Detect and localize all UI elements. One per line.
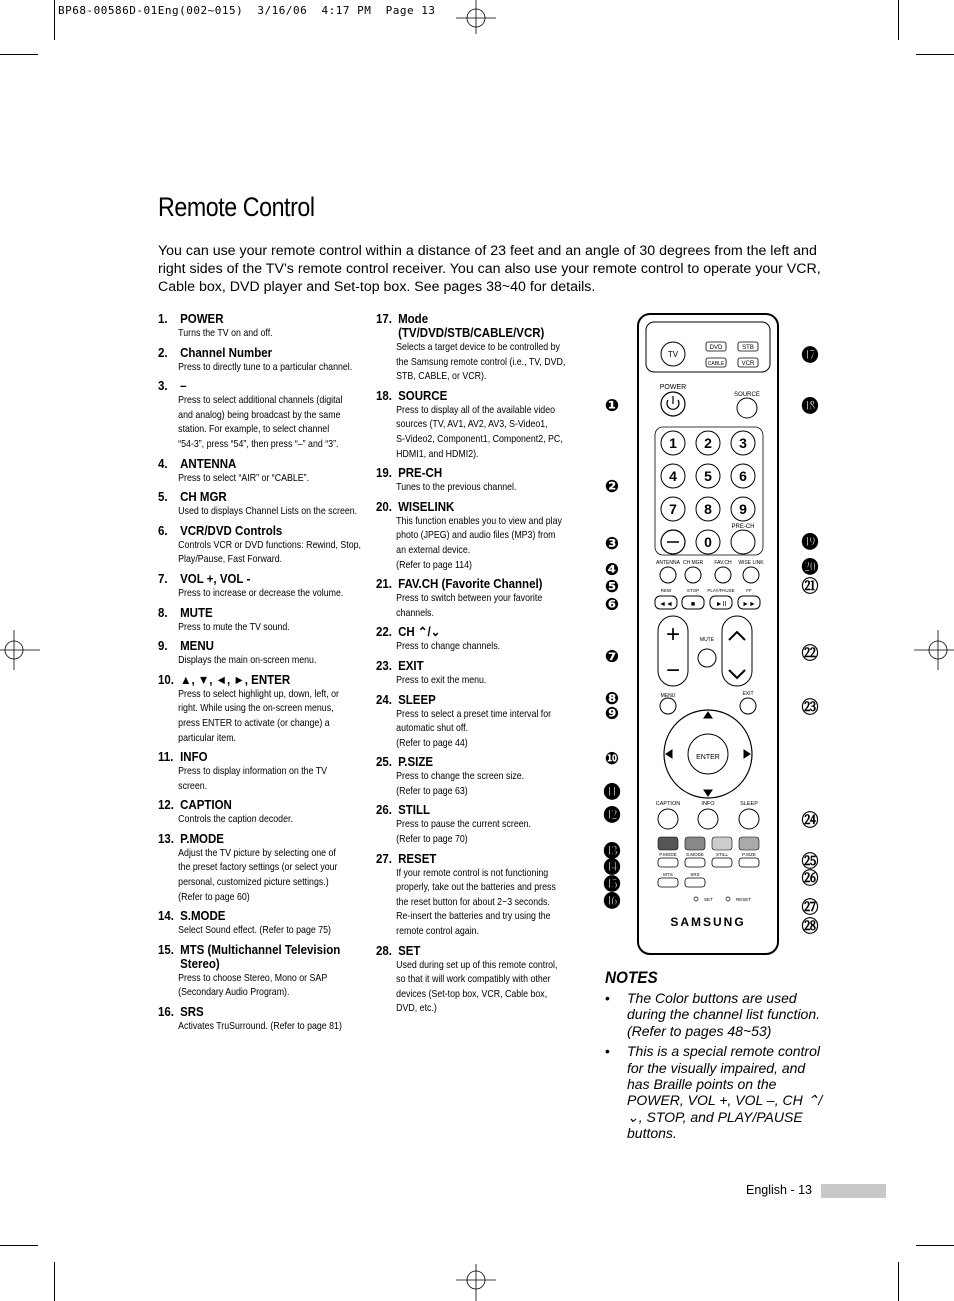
item-title: Mode (TV/DVD/STB/CABLE/VCR)	[398, 312, 545, 340]
item-number: 6.	[158, 523, 168, 538]
callout-number: ㉒	[801, 644, 819, 664]
item-title: CAPTION	[180, 798, 232, 813]
brand-logo: SAMSUNG	[670, 915, 746, 929]
ff-icon: ►►	[742, 601, 756, 608]
item-heading	[158, 909, 351, 923]
item-description: Press to select highlight up, down, left, or right. While using the on-screen menus, press ENTER to activate (or change) a particular item.	[178, 687, 339, 744]
item-heading	[158, 750, 351, 764]
button-description-item	[158, 943, 368, 1000]
notes-list	[605, 990, 825, 1146]
item-title: FAV.CH (Favorite Channel)	[398, 577, 543, 592]
page-number: English - 13	[746, 1183, 813, 1197]
exit-button[interactable]	[740, 698, 756, 714]
caption-label: CAPTION	[655, 801, 681, 807]
footer-bar	[821, 1184, 886, 1198]
rew-icon: ◄◄	[659, 601, 673, 608]
item-number: 24.	[376, 692, 392, 707]
item-number: 13.	[158, 831, 174, 846]
item-description: Used during set up of this remote control, so that it will work compatibly with other devices (Set-top box, VCR, Cable box, DVD, etc.)	[396, 958, 558, 1015]
item-heading	[376, 466, 560, 480]
button-description-item	[158, 457, 368, 486]
button-description-item	[158, 1005, 368, 1034]
item-description: Tunes to the previous channel.	[396, 481, 517, 494]
stop-icon: ■	[690, 601, 696, 608]
item-description: Press to mute the TV sound.	[178, 620, 290, 633]
antenna-label: ANTENNA	[656, 560, 680, 566]
source-label: SOURCE	[734, 392, 760, 398]
item-heading	[158, 457, 351, 471]
item-number: 16.	[158, 1005, 174, 1020]
button-description-item	[376, 389, 576, 461]
playpause-icon: ►II	[715, 601, 727, 608]
item-description: Controls VCR or DVD functions: Rewind, Stop, Play/Pause, Fast Forward.	[178, 538, 362, 566]
item-title: RESET	[398, 851, 437, 866]
item-description: Press to exit the menu.	[396, 673, 487, 686]
digit-label: 9	[739, 501, 747, 517]
button-description-item	[376, 944, 576, 1016]
item-number: 4.	[158, 456, 168, 471]
callout-number: ⓫	[603, 783, 621, 803]
item-title: ▲, ▼, ◄, ►, ENTER	[180, 672, 291, 687]
button-description-item	[158, 346, 368, 375]
digit-label: 2	[704, 435, 712, 451]
callout-number: ❽	[604, 689, 620, 709]
item-heading	[158, 312, 351, 326]
rew-label: REW	[660, 588, 672, 593]
sleep-button[interactable]	[739, 809, 759, 829]
crop-mark	[898, 0, 899, 40]
item-description: Select Sound effect. (Refer to page 75)	[178, 924, 331, 937]
caption-button[interactable]	[658, 809, 678, 829]
button-list-right	[376, 312, 576, 1021]
item-title: S.MODE	[180, 909, 226, 924]
item-number: 17.	[376, 312, 392, 326]
mode-dvd-label: DVD	[709, 345, 723, 351]
item-heading	[158, 524, 351, 538]
reset-label: RESET	[736, 897, 752, 902]
smode-button[interactable]	[685, 858, 705, 867]
still-label: STILL	[715, 852, 729, 857]
item-number: 27.	[376, 851, 392, 866]
stop-label: STOP	[686, 588, 700, 593]
digit-label: 3	[739, 435, 747, 451]
callout-number: ❿	[604, 749, 620, 769]
svg-text:+: +	[665, 621, 681, 648]
button-description-item	[158, 606, 368, 635]
favch-button[interactable]	[715, 567, 731, 583]
item-title: MTS (Multichannel Television Stereo)	[180, 942, 341, 971]
chmgr-button[interactable]	[685, 567, 701, 583]
callout-number: ⓲	[801, 397, 819, 417]
info-label: INFO	[701, 801, 715, 807]
item-heading	[158, 943, 351, 971]
item-title: SOURCE	[398, 388, 448, 403]
callout-number: ❻	[604, 595, 620, 615]
prech-button[interactable]	[731, 530, 755, 554]
item-number: 19.	[376, 466, 392, 481]
item-title: PRE-CH	[398, 466, 443, 481]
item-title: MENU	[180, 639, 214, 654]
item-description: Press to select additional channels (digital and analog) being broadcast by the same station. For example, to select channel “54-3”, press “54”, then press “–” and “3”.	[178, 394, 343, 450]
item-description: Press to increase or decrease the volume.	[178, 586, 344, 599]
button-description-item	[376, 500, 576, 572]
crop-mark	[54, 0, 55, 40]
reset-button[interactable]	[726, 897, 730, 901]
digit-label: 7	[669, 501, 677, 517]
item-heading	[158, 572, 351, 586]
item-number: 5.	[158, 490, 168, 505]
digit-label: 0	[704, 534, 712, 550]
digit-label: 1	[669, 435, 677, 451]
item-title: SRS	[180, 1005, 204, 1020]
item-description: Press to choose Stereo, Mono or SAP (Secondary Audio Program).	[178, 971, 328, 999]
item-heading	[376, 944, 560, 958]
pmode-label: P.MODE	[659, 852, 677, 857]
item-heading	[158, 1005, 351, 1019]
srs-label: SRS	[690, 872, 700, 877]
item-description: Press to change channels.	[396, 640, 501, 653]
item-title: MUTE	[180, 605, 213, 620]
item-number: 1.	[158, 312, 168, 326]
crop-mark	[916, 1245, 954, 1246]
item-title: VCR/DVD Controls	[180, 523, 283, 538]
crop-mark	[898, 1262, 899, 1301]
source-button[interactable]	[737, 398, 757, 418]
item-description: Used to displays Channel Lists on the screen.	[178, 505, 358, 518]
item-title: Channel Number	[180, 345, 273, 360]
item-number: 10.	[158, 672, 174, 687]
enter-label: ENTER	[696, 754, 720, 761]
item-description: Displays the main on-screen menu.	[178, 654, 317, 667]
button-description-item	[158, 909, 368, 938]
power-label: POWER	[659, 384, 687, 391]
callout-number: ⓭	[603, 842, 621, 862]
callout-number: ❼	[604, 647, 620, 667]
item-number: 21.	[376, 577, 392, 592]
item-heading	[158, 639, 351, 653]
item-title: SET	[398, 943, 421, 958]
item-title: CH ⌃/⌄	[398, 625, 441, 640]
item-description: This function enables you to view and play photo (JPEG) and audio files (MP3) from an external device. (Refer to page 114)	[396, 514, 562, 571]
mts-button[interactable]	[658, 878, 678, 887]
callout-number: ⓳	[801, 533, 819, 553]
callout-number: ㉓	[801, 698, 819, 718]
antenna-button[interactable]	[660, 567, 676, 583]
item-number: 25.	[376, 755, 392, 770]
item-heading	[376, 500, 560, 514]
item-heading	[158, 346, 351, 360]
remote-control-illustration	[596, 312, 826, 957]
item-number: 22.	[376, 625, 392, 640]
button-description-item	[376, 693, 576, 751]
item-heading	[376, 625, 560, 639]
item-heading	[376, 852, 560, 866]
button-description-item	[158, 524, 368, 567]
exit-label: EXIT	[742, 691, 754, 697]
item-heading	[376, 577, 560, 591]
page-title: Remote Control	[158, 192, 315, 222]
button-description-item	[376, 625, 576, 654]
button-description-item	[158, 832, 368, 904]
info-button[interactable]	[698, 809, 718, 829]
callout-number: ⓯	[603, 875, 621, 895]
menu-label: MENU	[660, 693, 676, 699]
callout-number: ⓮	[603, 858, 621, 878]
item-description: Press to display information on the TV screen.	[178, 765, 328, 792]
item-heading	[158, 798, 351, 812]
callout-number: ⓴	[801, 558, 819, 578]
mode-stb-label: STB	[742, 345, 754, 351]
item-number: 8.	[158, 605, 168, 620]
button-description-item	[158, 379, 368, 451]
callout-number: ㉖	[801, 869, 819, 889]
item-number: 14.	[158, 909, 174, 924]
smode-label: S.MODE	[686, 852, 704, 857]
callout-number: ㉔	[801, 811, 819, 831]
callout-number: ㉕	[801, 852, 819, 872]
item-number: 3.	[158, 379, 168, 394]
item-number: 7.	[158, 571, 168, 586]
menu-button[interactable]	[660, 698, 676, 714]
mute-button[interactable]	[698, 649, 716, 667]
pmode-button[interactable]	[658, 858, 678, 867]
item-description: Press to select “AIR” or “CABLE”.	[178, 471, 310, 484]
item-title: VOL +, VOL -	[180, 571, 251, 586]
item-heading	[376, 803, 560, 817]
item-number: 2.	[158, 345, 168, 360]
registration-mark-icon	[456, 0, 496, 34]
button-description-item	[376, 577, 576, 620]
button-description-item	[158, 750, 368, 793]
callout-number: ㉘	[801, 917, 819, 937]
intro-paragraph: You can use your remote control within a distance of 23 feet and an angle of 30 degrees from the left and right sides of the TV’s remote control receiver. You can also use your remote control to operate your VCR, Cable box, DVD player and Set-top box. See pages 38~40 for details.	[158, 243, 821, 295]
button-description-item	[158, 490, 368, 519]
item-heading	[158, 606, 351, 620]
playpause-label: PLAY/PAUSE	[707, 588, 735, 593]
button-description-item	[158, 673, 368, 745]
item-title: CH MGR	[180, 490, 227, 505]
note-item: • This is a special remote control for the visually impaired, and has Braille points on the POWER, VOL +, VOL –, CH ⌃/⌄, STOP, and PLAY/PAUSE buttons.	[605, 1043, 825, 1141]
item-title: STILL	[398, 803, 431, 818]
item-number: 12.	[158, 798, 174, 813]
item-heading	[376, 659, 560, 673]
callout-number: ㉑	[801, 577, 819, 597]
item-number: 9.	[158, 639, 168, 654]
button-description-item	[158, 572, 368, 601]
prech-label: PRE-CH	[731, 524, 755, 530]
still-button[interactable]	[712, 858, 732, 867]
registration-mark-icon	[456, 1264, 496, 1301]
item-description: Press to display all of the available video sources (TV, AV1, AV2, AV3, S-Video1, S-Video2, Component1, Component2, PC, HDMI1, and HDMI2).	[396, 403, 563, 460]
notes-title: NOTES	[605, 968, 658, 987]
digit-label: 6	[739, 468, 747, 484]
callout-number: ⓱	[801, 346, 819, 366]
item-description: Press to change the screen size. (Refer to page 63)	[396, 770, 525, 797]
ff-label: FF	[746, 588, 752, 593]
wiselink-button[interactable]	[743, 567, 759, 583]
item-title: WISELINK	[398, 499, 455, 514]
button-list-left	[158, 312, 368, 1039]
registration-mark-icon	[0, 630, 40, 670]
callout-number: ❺	[604, 577, 620, 597]
digit-label: 5	[704, 468, 712, 484]
item-heading	[376, 693, 560, 707]
mute-label: MUTE	[699, 637, 715, 643]
crop-mark	[0, 54, 38, 55]
set-label: SET	[704, 897, 713, 902]
item-number: 11.	[158, 750, 174, 765]
mode-cable-label: CABLE	[707, 361, 725, 367]
item-description: Activates TruSurround. (Refer to page 81)	[178, 1020, 342, 1033]
button-description-item	[376, 852, 576, 939]
item-heading	[376, 755, 560, 769]
svg-text:−: −	[665, 657, 681, 684]
mts-label: MTS	[663, 872, 673, 877]
crop-mark	[0, 1245, 38, 1246]
crop-mark	[916, 54, 954, 55]
chmgr-label: CH MGR	[682, 560, 704, 566]
button-description-item	[376, 803, 576, 846]
item-heading	[376, 312, 560, 340]
psize-label: P.SIZE	[742, 852, 756, 857]
item-heading	[158, 832, 351, 846]
button-description-item	[376, 312, 576, 384]
wiselink-label: WISE LINK	[738, 560, 764, 566]
item-heading	[376, 389, 560, 403]
item-title: EXIT	[398, 658, 424, 673]
callout-number: ㉗	[801, 898, 819, 918]
callout-number: ❸	[604, 534, 620, 554]
item-title: POWER	[180, 312, 224, 326]
mode-tv-label: TV	[667, 350, 679, 359]
callout-number: ⓬	[603, 806, 621, 826]
item-description: Controls the caption decoder.	[178, 813, 293, 826]
button-description-item	[158, 312, 368, 341]
button-description-item	[376, 755, 576, 798]
item-heading	[158, 490, 351, 504]
callout-number: ❹	[604, 560, 620, 580]
set-button[interactable]	[694, 897, 698, 901]
sleep-label: SLEEP	[740, 801, 758, 807]
item-description: Press to pause the current screen. (Refer to page 70)	[396, 818, 531, 846]
item-description: Turns the TV on and off.	[178, 327, 273, 339]
digit-label: 4	[669, 468, 677, 484]
item-title: P.SIZE	[398, 755, 434, 770]
digit-label: 8	[704, 501, 712, 517]
registration-mark-icon	[914, 630, 954, 670]
item-description: If your remote control is not functioning properly, take out the batteries and press the reset button for about 2~3 seconds. Re-insert the batteries and try using the remote control again.	[396, 866, 556, 938]
item-description: Press to select a preset time interval for automatic shut off. (Refer to page 44)	[396, 707, 552, 749]
item-number: 15.	[158, 942, 174, 957]
callout-number: ⓰	[603, 892, 621, 912]
note-item: • The Color buttons are used during the channel list function. (Refer to pages 48~53)	[605, 990, 825, 1039]
item-title: –	[180, 379, 187, 394]
item-description: Selects a target device to be controlled by the Samsung remote control (i.e., TV, DVD, STB, CABLE, or VCR).	[396, 341, 566, 383]
mode-vcr-label: VCR	[741, 361, 755, 367]
button-description-item	[158, 798, 368, 827]
item-description: Press to switch between your favorite channels.	[396, 592, 543, 619]
button-description-item	[376, 659, 576, 688]
srs-button[interactable]	[685, 878, 705, 887]
callout-number: ❷	[604, 477, 620, 497]
psize-button[interactable]	[739, 858, 759, 867]
item-number: 20.	[376, 499, 392, 514]
favch-label: FAV.CH	[714, 560, 732, 566]
item-title: SLEEP	[398, 692, 436, 707]
item-heading	[158, 673, 351, 687]
item-number: 18.	[376, 388, 392, 403]
item-number: 28.	[376, 943, 392, 958]
crop-mark	[54, 1262, 55, 1301]
item-title: P.MODE	[180, 831, 224, 846]
button-description-item	[376, 466, 576, 495]
item-number: 26.	[376, 803, 392, 818]
callout-number: ❶	[604, 396, 620, 416]
item-description: Press to directly tune to a particular channel.	[178, 360, 353, 373]
item-description: Adjust the TV picture by selecting one of the preset factory settings (or select your personal, customized picture settings.) (Refer to page 60)	[178, 846, 338, 903]
item-number: 23.	[376, 658, 392, 673]
print-slug: BP68-00586D-01Eng(002~015) 3/16/06 4:17 PM Page 13	[58, 4, 436, 17]
item-title: INFO	[180, 750, 208, 765]
item-title: ANTENNA	[180, 456, 237, 471]
callout-number: ❾	[604, 704, 620, 724]
item-heading	[158, 379, 351, 393]
button-description-item	[158, 639, 368, 668]
